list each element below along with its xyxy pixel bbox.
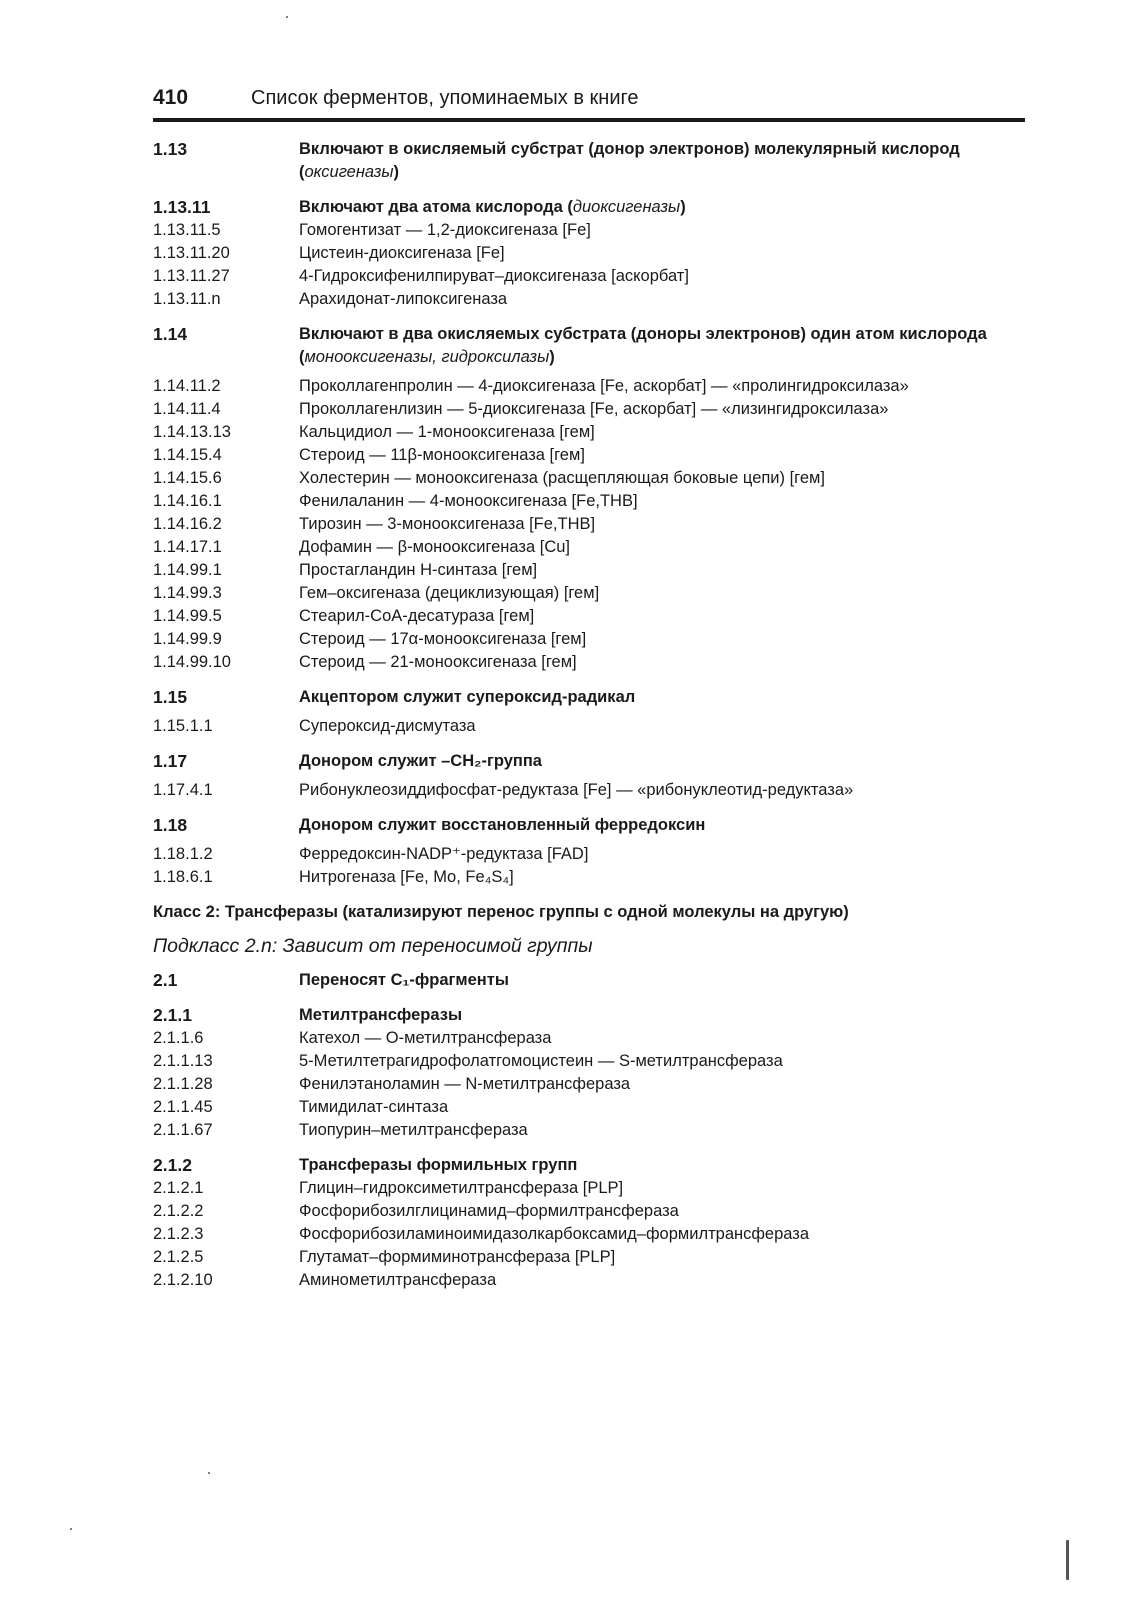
enzyme-group bbox=[153, 814, 1025, 889]
ec-number: 2.1.1.45 bbox=[153, 1098, 213, 1116]
running-title: Список ферментов, упоминаемых в книге bbox=[251, 87, 639, 109]
ec-number: 1.14.99.3 bbox=[153, 584, 222, 602]
group-heading bbox=[153, 138, 1025, 184]
enzyme-entry bbox=[153, 1246, 1025, 1269]
ec-number: 2.1.2.2 bbox=[153, 1202, 204, 1220]
ec-number: 1.13.11.n bbox=[153, 290, 221, 308]
group-title-text: Донором служит восстановленный ферредоксин bbox=[299, 816, 706, 834]
enzyme-group bbox=[153, 1004, 1025, 1142]
ec-number: 2.1.1.13 bbox=[153, 1052, 213, 1070]
enzyme-entry bbox=[153, 444, 1025, 467]
ec-number: 1.14.99.5 bbox=[153, 607, 222, 625]
enzyme-group bbox=[153, 323, 1025, 674]
group-heading bbox=[153, 814, 1025, 837]
group-title-text: Метилтрансферазы bbox=[299, 1006, 463, 1024]
enzyme-name: Глицин–гидроксиметилтрансфераза [PLP] bbox=[299, 1179, 624, 1197]
enzyme-name: Арахидонат-липоксигеназа bbox=[299, 290, 508, 308]
ec-number: 1.14.11.2 bbox=[153, 377, 221, 395]
ec-number: 2.1.1.67 bbox=[153, 1121, 213, 1139]
enzyme-name: 5-Метилтетрагидрофолатгомоцистеин — S-метилтрансфераза bbox=[299, 1052, 783, 1070]
group-title-text: Включают два атома кислорода bbox=[299, 198, 563, 216]
group-heading bbox=[153, 1154, 1025, 1177]
group-code: 1.18 bbox=[153, 815, 188, 835]
group-title-text: Донором служит –CH₂-группа bbox=[299, 752, 542, 770]
group-code: 2.1.1 bbox=[153, 1005, 192, 1025]
ec-number: 1.13.11.5 bbox=[153, 221, 221, 239]
header-rule bbox=[153, 118, 1025, 122]
page-number: 410 bbox=[153, 86, 189, 109]
enzyme-entry bbox=[153, 1119, 1025, 1142]
enzyme-entry bbox=[153, 467, 1025, 490]
enzyme-name: Тимидилат-синтаза bbox=[299, 1098, 449, 1116]
ec-number: 1.14.17.1 bbox=[153, 538, 222, 556]
ec-number: 1.14.16.2 bbox=[153, 515, 222, 533]
ec-number: 1.14.15.4 bbox=[153, 446, 222, 464]
enzyme-group bbox=[153, 138, 1025, 184]
group-title-text: Включают в окисляемый субстрат (донор электронов) молекулярный кислород bbox=[299, 140, 960, 158]
group-heading bbox=[153, 196, 1025, 219]
enzyme-group bbox=[153, 750, 1025, 802]
enzyme-name: Тиопурин–метилтрансфераза bbox=[299, 1121, 528, 1139]
group-title-note: оксигеназы bbox=[304, 163, 394, 181]
enzyme-entry bbox=[153, 1096, 1025, 1119]
enzyme-name: Простагландин Н-синтаза [гем] bbox=[299, 561, 538, 579]
group-title bbox=[299, 750, 1025, 773]
enzyme-entry bbox=[153, 866, 1025, 889]
ec-number: 2.1.1.6 bbox=[153, 1029, 204, 1047]
enzyme-entry bbox=[153, 843, 1025, 866]
group-heading bbox=[153, 1004, 1025, 1027]
ec-number: 2.1.2.1 bbox=[153, 1179, 204, 1197]
class1-list bbox=[153, 138, 1025, 889]
enzyme-name: Проколлагенпролин — 4-диоксигеназа [Fe, аскорбат] — «пролингидроксилаза» bbox=[299, 377, 909, 395]
enzyme-name: Проколлагенлизин — 5-диоксигеназа [Fe, аскорбат] — «лизингидроксилаза» bbox=[299, 400, 889, 418]
ec-number: 1.14.16.1 bbox=[153, 492, 222, 510]
ec-number: 1.14.99.1 bbox=[153, 561, 222, 579]
enzyme-entry bbox=[153, 536, 1025, 559]
group-title: Включают в два окисляемых субстрата (доноры электронов) один атом кислорода (монооксигеназы, гидроксилазы) bbox=[299, 325, 987, 366]
group-code: 1.14 bbox=[153, 324, 188, 344]
enzyme-entry bbox=[153, 265, 1025, 288]
enzyme-entry bbox=[153, 1027, 1025, 1050]
ec-number: 1.14.99.10 bbox=[153, 653, 231, 671]
enzyme-name: Глутамат–формиминотрансфераза [PLP] bbox=[299, 1248, 616, 1266]
group-title-text: Включают в два окисляемых субстрата (доноры электронов) один атом кислорода bbox=[299, 325, 987, 343]
ec-number: 2.1.1.28 bbox=[153, 1075, 213, 1093]
enzyme-name: Гомогентизат — 1,2-диоксигеназа [Fe] bbox=[299, 221, 591, 239]
enzyme-name: Фосфорибозиламиноимидазолкарбоксамид–формилтрансфераза bbox=[299, 1225, 810, 1243]
group-title-text: Трансферазы формильных групп bbox=[299, 1156, 578, 1174]
enzyme-entry bbox=[153, 582, 1025, 605]
ec-number: 1.14.99.9 bbox=[153, 630, 222, 648]
ec-number: 1.13.11.20 bbox=[153, 244, 230, 262]
class2-title: Класс 2: Трансферазы (катализируют перенос группы с одной молекулы на другую) bbox=[153, 903, 849, 921]
ec-number: 1.17.4.1 bbox=[153, 781, 213, 799]
ec-number: 1.13.11.27 bbox=[153, 267, 230, 285]
group-title bbox=[299, 814, 1025, 837]
page bbox=[153, 86, 1025, 1304]
enzyme-name: Стероид — 11β-монооксигеназа [гем] bbox=[299, 446, 585, 464]
enzyme-entry bbox=[153, 421, 1025, 444]
enzyme-name: Дофамин — β-монооксигеназа [Cu] bbox=[299, 538, 570, 556]
group-code: 2.1.2 bbox=[153, 1155, 192, 1175]
ec-number: 2.1.2.3 bbox=[153, 1225, 204, 1243]
enzyme-entry bbox=[153, 513, 1025, 536]
enzyme-entry bbox=[153, 605, 1025, 628]
enzyme-name: Фенилэтаноламин — N-метилтрансфераза bbox=[299, 1075, 631, 1093]
subclass-title: Подкласс 2.n: Зависит от переносимой группы bbox=[153, 935, 593, 957]
enzyme-group bbox=[153, 196, 1025, 311]
enzyme-name: Кальцидиол — 1-монооксигеназа [гем] bbox=[299, 423, 595, 441]
ec-number: 2.1.2.10 bbox=[153, 1271, 213, 1289]
enzyme-group bbox=[153, 1154, 1025, 1292]
enzyme-name: Рибонуклеозиддифосфат-редуктаза [Fe] — «рибонуклеотид-редуктаза» bbox=[299, 781, 854, 799]
group-title bbox=[299, 1154, 1025, 1177]
enzyme-entry bbox=[153, 1177, 1025, 1200]
group-title bbox=[299, 1004, 1025, 1027]
enzyme-entry bbox=[153, 1223, 1025, 1246]
group-title: Включают в окисляемый субстрат (донор электронов) молекулярный кислород (оксигеназы) bbox=[299, 140, 960, 181]
ec-number: 1.15.1.1 bbox=[153, 717, 213, 735]
enzyme-group bbox=[153, 686, 1025, 738]
enzyme-entry bbox=[153, 779, 1025, 802]
ec-number: 1.18.1.2 bbox=[153, 845, 213, 863]
enzyme-name: Стеарил-СоА-десатураза [гем] bbox=[299, 607, 535, 625]
group-heading bbox=[153, 686, 1025, 709]
ec-number: 1.14.11.4 bbox=[153, 400, 221, 418]
enzyme-name: Стероид — 17α-монооксигеназа [гем] bbox=[299, 630, 587, 648]
scan-speck bbox=[208, 1472, 210, 1474]
enzyme-entry bbox=[153, 242, 1025, 265]
enzyme-entry bbox=[153, 651, 1025, 674]
group-code: 1.13 bbox=[153, 139, 188, 159]
group-title-note: монооксигеназы, гидроксилазы bbox=[304, 348, 550, 366]
enzyme-name: Нитрогеназа [Fe, Mo, Fe₄S₄] bbox=[299, 868, 514, 886]
enzyme-name: Тирозин — 3-монооксигеназа [Fe,THB] bbox=[299, 515, 596, 533]
group-heading bbox=[153, 750, 1025, 773]
ec-number: 2.1.2.5 bbox=[153, 1248, 204, 1266]
running-header bbox=[153, 86, 1025, 116]
enzyme-entry bbox=[153, 1200, 1025, 1223]
group-heading bbox=[153, 323, 1025, 369]
enzyme-group bbox=[153, 969, 1025, 992]
group-code: 1.17 bbox=[153, 751, 188, 771]
group-title bbox=[299, 686, 1025, 709]
enzyme-name: Холестерин — монооксигеназа (расщепляющая боковые цепи) [гем] bbox=[299, 469, 825, 487]
enzyme-name: Супероксид-дисмутаза bbox=[299, 717, 476, 735]
enzyme-name: Фенилаланин — 4-монооксигеназа [Fe,THB] bbox=[299, 492, 638, 510]
scan-speck bbox=[286, 16, 288, 18]
enzyme-entry bbox=[153, 1073, 1025, 1096]
ec-number: 1.14.15.6 bbox=[153, 469, 222, 487]
group-heading bbox=[153, 969, 1025, 992]
enzyme-name: Цистеин-диоксигеназа [Fe] bbox=[299, 244, 505, 262]
group-title-text: Переносят C₁-фрагменты bbox=[299, 971, 509, 989]
enzyme-name: Катехол — О-метилтрансфераза bbox=[299, 1029, 552, 1047]
enzyme-entry bbox=[153, 398, 1025, 421]
enzyme-name: Фосфорибозилглицинамид–формилтрансфераза bbox=[299, 1202, 679, 1220]
enzyme-entry bbox=[153, 715, 1025, 738]
group-code: 2.1 bbox=[153, 970, 178, 990]
ec-number: 1.18.6.1 bbox=[153, 868, 213, 886]
enzyme-name: Стероид — 21-монооксигеназа [гем] bbox=[299, 653, 577, 671]
class2-list bbox=[153, 969, 1025, 1292]
enzyme-name: Ферредоксин-NADP⁺-редуктаза [FAD] bbox=[299, 845, 589, 863]
scan-speck bbox=[1066, 1540, 1069, 1580]
group-code: 1.15 bbox=[153, 687, 188, 707]
enzyme-entry bbox=[153, 1050, 1025, 1073]
enzyme-name: 4-Гидроксифенилпируват–диоксигеназа [аскорбат] bbox=[299, 267, 689, 285]
enzyme-entry bbox=[153, 375, 1025, 398]
group-title-text: Акцептором служит супероксид-радикал bbox=[299, 688, 636, 706]
enzyme-entry bbox=[153, 288, 1025, 311]
group-title-note: диоксигеназы bbox=[572, 198, 681, 216]
scan-speck bbox=[70, 1528, 72, 1530]
group-title: Включают два атома кислорода (диоксигеназы) bbox=[299, 198, 686, 216]
enzyme-entry bbox=[153, 628, 1025, 651]
enzyme-entry bbox=[153, 219, 1025, 242]
enzyme-name: Аминометилтрансфераза bbox=[299, 1271, 497, 1289]
enzyme-entry bbox=[153, 490, 1025, 513]
group-title bbox=[299, 969, 1025, 992]
enzyme-name: Гем–оксигеназа (дециклизующая) [гем] bbox=[299, 584, 600, 602]
group-code: 1.13.11 bbox=[153, 197, 211, 217]
ec-number: 1.14.13.13 bbox=[153, 423, 231, 441]
enzyme-entry bbox=[153, 559, 1025, 582]
enzyme-entry bbox=[153, 1269, 1025, 1292]
